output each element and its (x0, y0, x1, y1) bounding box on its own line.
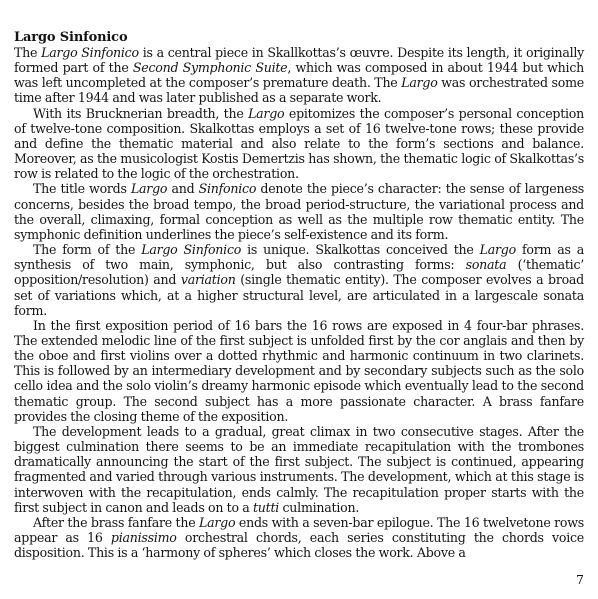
page-number: 7 (576, 572, 584, 587)
italic-text: Largo (199, 514, 236, 530)
italic-text: Largo (479, 242, 516, 258)
paragraph (14, 181, 584, 242)
italic-text: Largo Sinfonico (141, 242, 242, 258)
paragraph (14, 242, 584, 318)
text-run: The (14, 45, 42, 60)
text-run: The development leads to a gradual, great climax in two consecutive stages. After the biggest culmination there seems to be an immediate recapitulation with the trombones dramatically announcing the start of the first subject. The subject is continued, appearing fragmented and varied through various instruments. The development, which at this stage is interwoven with the recapitulation, ends calmly. The recapitulation proper starts with the first subject in canon and leads on to a (14, 423, 584, 515)
paragraph (14, 424, 584, 515)
italic-text: Largo Sinfonico (41, 45, 139, 60)
text-run: denote the piece’s character: the sense of largeness concerns, besides the broad tempo, the broad period-structure, the variational process and the overall, climaxing, formal conception as well as the multiple row thematic entity. The symphonic definition underlines the piece’s self-existence and its form. (14, 181, 584, 242)
text-run: (‘thematic’ opposition/resolution) and (14, 257, 584, 288)
section-heading: Largo Sinfonico (14, 30, 128, 45)
text-run: In the first exposition period of 16 bars the 16 rows are exposed in 4 four-bar phrases. The extended melodic line of the first subject is unfolded first by the cor anglais and then by the oboe and first violins over a dotted rhythmic and harmonic continuum in two clarinets. This is followed by an intermediary development and by secondary subjects such as the solo cello idea and the solo violin’s dreamy harmonic episode which eventually lead to the second thematic group. The second subject has a more passionate character. A brass fanfare provides the closing theme of the exposition. (14, 317, 584, 424)
text-run: epitomizes the composer’s personal conception of twelve-tone composition. Skalkottas employs a set of 16 twelve-tone rows; these provide and define the thematic material and also relate to the form’s sections and balance. Moreover, as the musicologist Kostis Demertzis has shown, the thematic logic of Skalkottas’s row is related to the logic of the orchestration. (14, 105, 585, 182)
text-run: culmination. (279, 499, 360, 515)
text-run: The title words (33, 181, 131, 197)
text-run: is unique. Skalkottas conceived the (241, 242, 480, 258)
italic-text: Largo (130, 181, 168, 197)
italic-text: Sinfonico (198, 181, 257, 197)
text-run: is a central piece in Skallkottas’s œuvre. Despite its length, it originally formed part of the (14, 45, 585, 76)
document-page (14, 29, 584, 560)
italic-text: pianissimo (110, 530, 177, 545)
text-run: The form of the (33, 242, 142, 258)
text-run: was orchestrated some time after 1944 and was later published as a separate work. (14, 75, 584, 106)
text-run: and (167, 181, 199, 197)
italic-text: tutti (252, 499, 280, 515)
text-run: With its Brucknerian breadth, the (33, 105, 249, 121)
text-run: form as a synthesis of two main, symphonic, but also contrasting forms: (14, 242, 584, 273)
paragraph (14, 106, 584, 182)
italic-text: variation (180, 272, 236, 288)
text-run: After the brass fanfare the (33, 514, 200, 530)
text-run: orchestral chords, each series constituting the chords voice disposition. This is a ‘harmony of spheres’ which closes the work. Above a (14, 530, 584, 561)
text-run: (single thematic entity). The composer evolves a broad set of variations which, at a higher structural level, are articulated in a largescale sonata form. (14, 272, 584, 318)
body-text (14, 45, 584, 560)
italic-text: Largo (248, 105, 285, 121)
italic-text: Largo (401, 75, 438, 91)
italic-text: Second Symphonic Suite (132, 60, 288, 76)
paragraph (14, 515, 584, 560)
paragraph (14, 318, 584, 424)
text-run: , which was composed in about 1944 but which was left uncompleted at the composer’s premature death. The (14, 60, 584, 91)
italic-text: sonata (465, 257, 507, 273)
text-run: ends with a seven-bar epilogue. The 16 twelvetone rows appear as 16 (14, 514, 584, 545)
paragraph (14, 45, 584, 106)
